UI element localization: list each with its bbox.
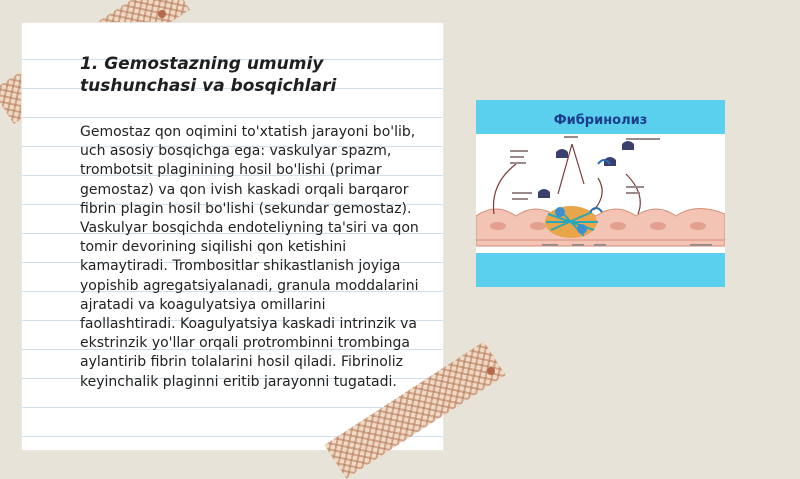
tape-pin-top <box>158 10 166 18</box>
slide-body-text: Gemostaz qon oqimini to'xtatish jarayoni bo'lib, uch asosiy bosqichga ega: vaskulyar spazm, trombotsit plagini​ning hosil bo'lishi (primar gemostaz) va qon ivish kaskadi orqali barqaror fibrin plagin hosil bo'lishi (sekundar gemostaz). Vaskulyar bosqichda endoteliyning ta'siri va qon tomir devorining siqilishi qon ketishini kamaytiradi. Trombositlar shikastlanish joyiga yopishib agregatsiyalanadi, granula moddalarini ajratadi va koagulyatsiya omillarini faollashtiradi. Koagulyatsiya kaskadi intrinzik va ekstrinzik yo'llar orqali protrombinni trombinga aylantirib fibrin tolalarini hosil qiladi. Fibrinoliz keyinchalik plaginni eritib jarayonni tugatadi. <box>80 124 419 390</box>
tape-pin-bottom <box>487 367 495 375</box>
fibrinolysis-figure <box>476 100 725 287</box>
slide-title: 1. Gemostazning umumiy tushunchasi va bosqichlari <box>80 54 337 96</box>
figure-bottom-band <box>476 253 725 287</box>
figure-title: Фибринолиз <box>553 113 648 128</box>
fibrinolysis-illustration <box>476 134 725 253</box>
